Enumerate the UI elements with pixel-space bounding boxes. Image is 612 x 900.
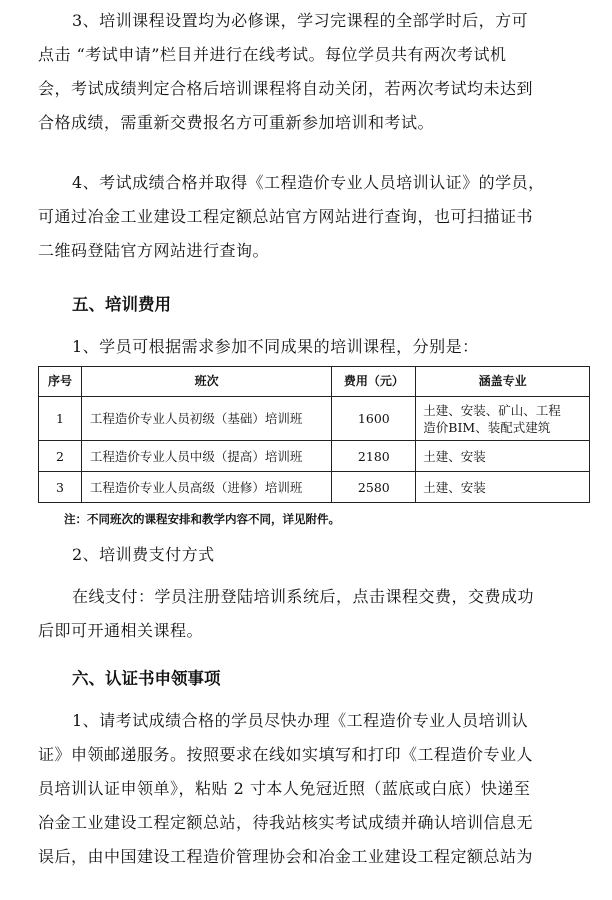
column-header: 班次 (81, 367, 331, 397)
cell-class: 工程造价专业人员高级（进修）培训班 (81, 472, 331, 503)
major-line: 造价BIM、装配式建筑 (423, 419, 551, 435)
fee-table (38, 366, 590, 503)
cell-number: 3 (39, 472, 82, 503)
text-line: 2、培训费支付方式 (72, 545, 215, 564)
text-line: 证》申领邮递服务。按照要求在线如实填写和打印《工程造价专业人 (38, 745, 534, 764)
text-line: 误后，由中国建设工程造价管理协会和冶金工业建设工程定额总站为 (38, 847, 534, 866)
column-header: 涵盖专业 (416, 367, 590, 397)
cell-number: 2 (39, 441, 82, 472)
paragraph-exam-rules (38, 4, 584, 140)
cell-fee: 2180 (332, 441, 416, 472)
text-line: 1、请考试成绩合格的学员尽快办理《工程造价专业人员培训认 (72, 711, 529, 730)
cell-number: 1 (39, 397, 82, 441)
text-line: 3、培训课程设置均为必修课，学习完课程的全部学时后，方可 (72, 11, 529, 30)
section-heading-fees: 五、培训费用 (72, 295, 171, 314)
section-heading-certificate: 六、认证书申领事项 (72, 669, 221, 688)
cell-major (416, 397, 590, 441)
column-header: 序号 (39, 367, 82, 397)
paragraph-fee-intro (38, 330, 584, 364)
text-line: 员培训认证申领单》，粘贴 2 寸本人免冠近照（蓝底或白底）快递至 (38, 779, 531, 798)
cell-fee: 2580 (332, 472, 416, 503)
text-line: 4、考试成绩合格并取得《工程造价专业人员培训认证》的学员， (72, 173, 545, 192)
cell-class: 工程造价专业人员初级（基础）培训班 (81, 397, 331, 441)
cell-fee: 1600 (332, 397, 416, 441)
table-row (39, 441, 590, 472)
column-header: 费用（元） (332, 367, 416, 397)
text-line: 可通过冶金工业建设工程定额总站官方网站进行查询，也可扫描证书 (38, 207, 534, 226)
paragraph-pay-method (38, 580, 584, 648)
text-line: 合格成绩，需重新交费报名方可重新参加培训和考试。 (38, 113, 435, 132)
text-line: 在线支付：学员注册登陆培训系统后，点击课程交费，交费成功 (72, 587, 535, 606)
text-line: 会，考试成绩判定合格后培训课程将自动关闭，若两次考试均未达到 (38, 79, 534, 98)
cell-major: 土建、安装 (416, 441, 590, 472)
cell-class: 工程造价专业人员中级（提高）培训班 (81, 441, 331, 472)
text-line: 后即可开通相关课程。 (38, 621, 204, 640)
major-line: 土建、安装、矿山、工程 (423, 402, 561, 418)
text-line: 二维码登陆官方网站进行查询。 (38, 241, 270, 260)
table-note: 注：不同班次的课程安排和教学内容不同，详见附件。 (64, 512, 340, 526)
text-line: 1、学员可根据需求参加不同成果的培训课程，分别是： (72, 337, 479, 356)
table-row (39, 472, 590, 503)
paragraph-pay-title (38, 538, 584, 572)
text-line: 点击 “考试申请”栏目并进行在线考试。每位学员共有两次考试机 (38, 45, 507, 64)
table-header-row (39, 367, 590, 397)
text-line: 冶金工业建设工程定额总站，待我站核实考试成绩并确认培训信息无 (38, 813, 534, 832)
paragraph-certificate-application (38, 704, 584, 874)
paragraph-certificate-query (38, 166, 584, 268)
cell-major: 土建、安装 (416, 472, 590, 503)
table-row (39, 397, 590, 441)
